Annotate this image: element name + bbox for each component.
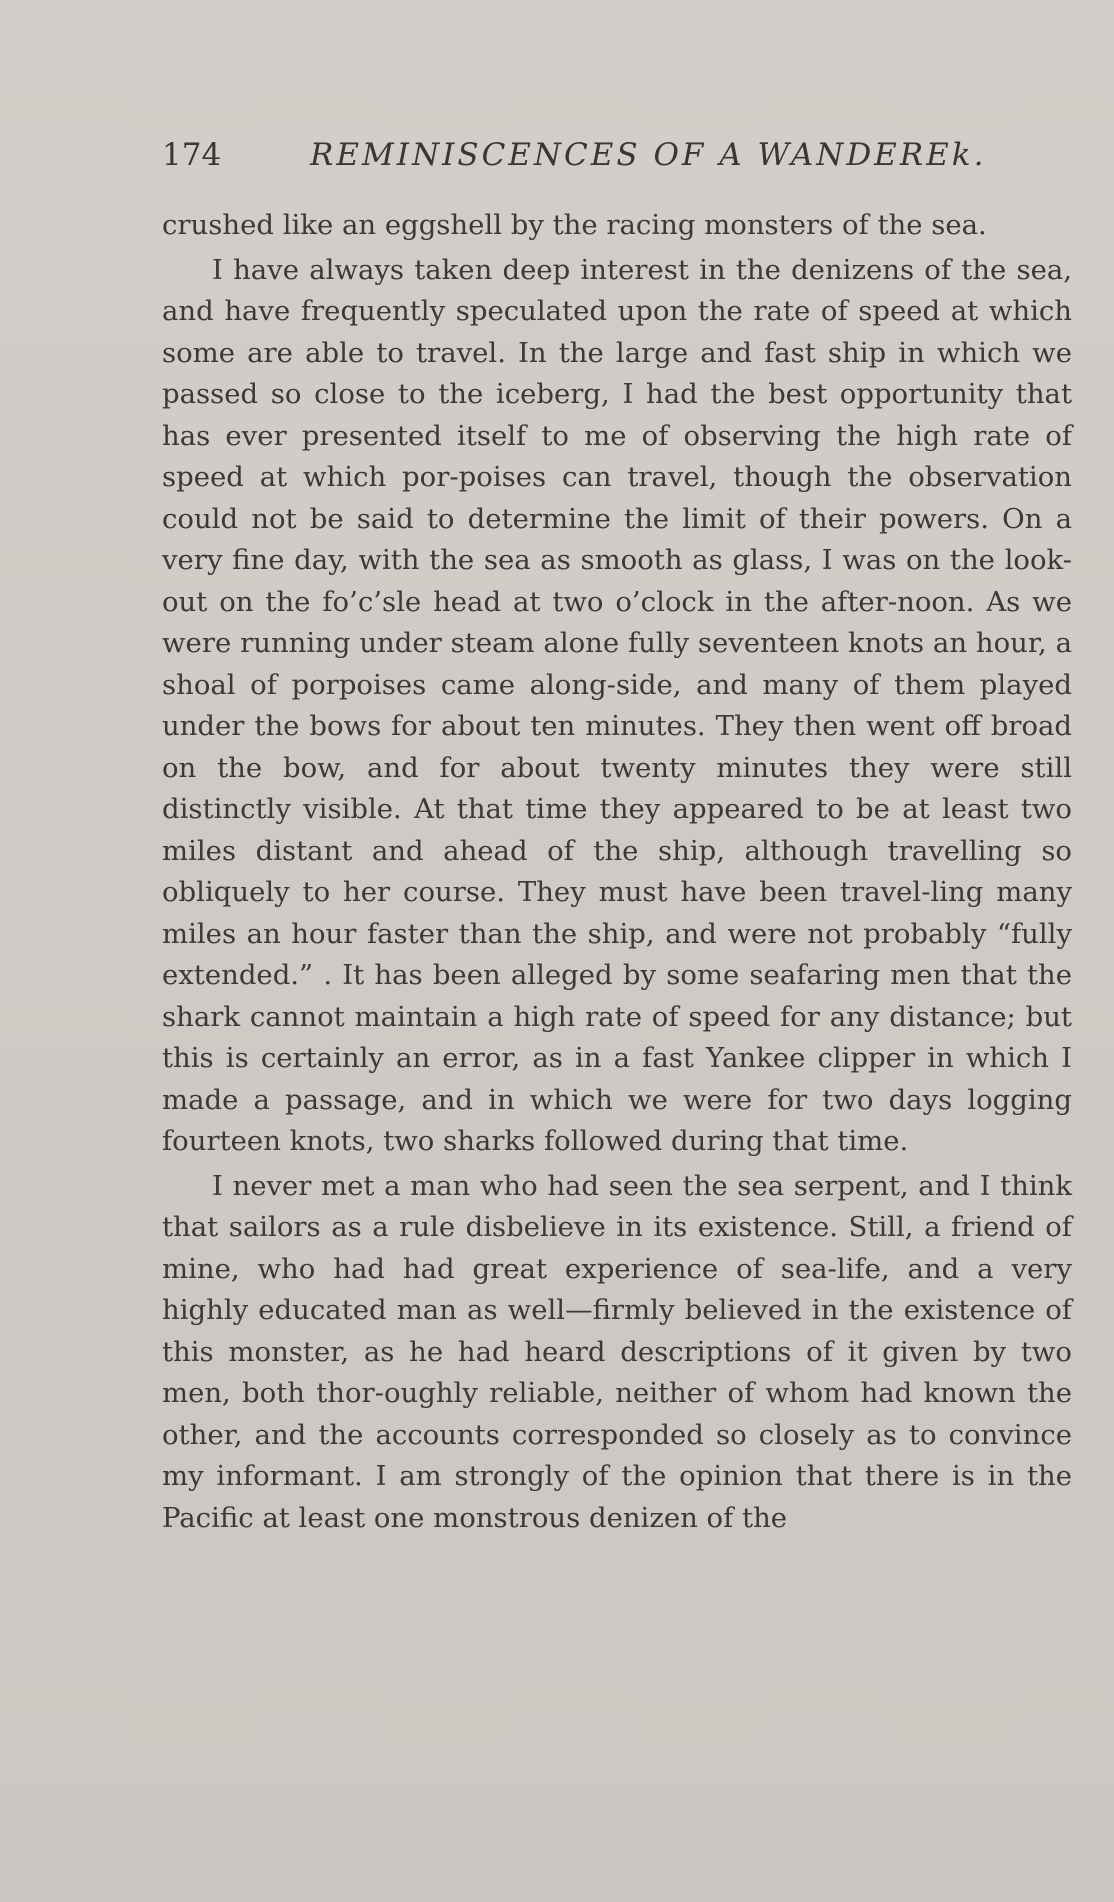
running-title: REMINISCENCES OF A WANDEREk. — [310, 137, 987, 173]
paragraph-denizens: I have always taken deep interest in the denizens of the sea, and have frequently speculated upon the rate of speed at which some are able to travel. In the large and fast ship in which we passed so close to the iceberg, I had the best opportunity that has ever presented itself to me of observing the high rate of speed at which por-poises can travel, though the observation could not be said to determine the limit of their powers. On a very fine day, with the sea as smooth as glass, I was on the look-out on the fo’c’sle head at two o’clock in the after-noon. As we were running under steam alone fully seventeen knots an hour, a shoal of porpoises came along-side, and many of them played under the bows for about ten minutes. They then went off broad on the bow, and for about twenty minutes they were still distinctly visible. At that time they appeared to be at least two miles distant and ahead of the ship, although travelling so obliquely to her course. They must have been travel-ling many miles an hour faster than the ship, and were not probably “fully extended.” . It has been alleged by some seafaring men that the shark cannot maintain a high rate of speed for any distance; but this is certainly an error, as in a fast Yankee clipper in which I made a passage, and in which we were for two days logging fourteen knots, two sharks followed during that time. — [162, 253, 1072, 1157]
page-number: 174 — [162, 137, 222, 173]
paragraph-continued: crushed like an eggshell by the racing monsters of the sea. — [162, 209, 987, 241]
body-text — [162, 205, 1072, 1539]
running-head — [162, 130, 1072, 180]
paragraph-sea-serpent: I never met a man who had seen the sea serpent, and I think that sailors as a rule disbelieve in its existence. Still, a friend of mine, who had had great experience of sea-life, and a very highly educated man as well—firmly believed in the existence of this monster, as he had heard descriptions of it given by two men, both thor-oughly reliable, neither of whom had known the other, and the accounts corresponded so closely as to convince my informant. I am strongly of the opinion that there is in the Pacific at least one monstrous denizen of the — [162, 1169, 1072, 1534]
